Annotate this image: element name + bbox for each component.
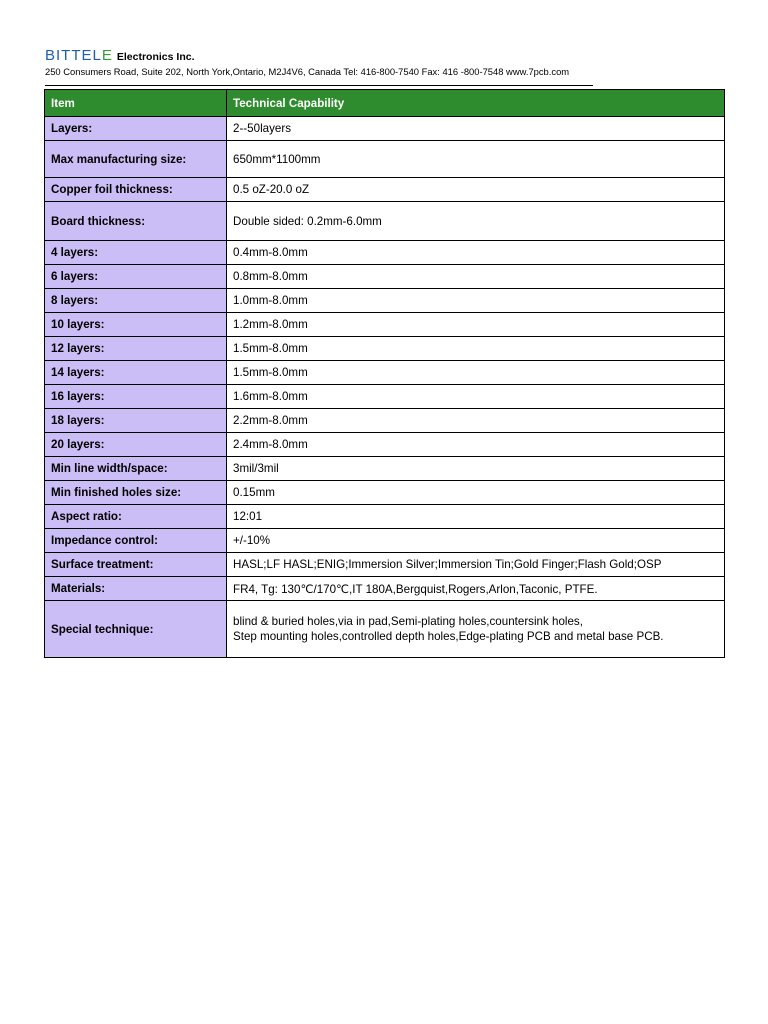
table-row (45, 601, 725, 658)
row-value: 1.5mm-8.0mm (227, 337, 725, 361)
table-row (45, 141, 725, 178)
company-name: Electronics Inc. (116, 51, 195, 63)
row-item: Copper foil thickness: (45, 178, 227, 202)
logo-main-text: BITTEL (45, 47, 102, 64)
row-value: 1.6mm-8.0mm (227, 385, 725, 409)
capability-table (44, 89, 725, 658)
table-row (45, 457, 725, 481)
table-row (45, 313, 725, 337)
company-line (45, 46, 605, 64)
row-item: Special technique: (45, 601, 227, 658)
table-row (45, 385, 725, 409)
row-item: Impedance control: (45, 529, 227, 553)
row-value: 0.4mm-8.0mm (227, 241, 725, 265)
row-item: Materials: (45, 577, 227, 601)
row-value (227, 601, 725, 658)
row-value: 2--50layers (227, 117, 725, 141)
row-item: 8 layers: (45, 289, 227, 313)
row-item: 14 layers: (45, 361, 227, 385)
logo-accent-text: E (101, 47, 113, 64)
row-item: Min line width/space: (45, 457, 227, 481)
row-item: 10 layers: (45, 313, 227, 337)
column-header-item: Item (45, 90, 227, 117)
table-row (45, 117, 725, 141)
letterhead (45, 46, 605, 78)
row-value: HASL;LF HASL;ENIG;Immersion Silver;Immersion Tin;Gold Finger;Flash Gold;OSP (227, 553, 725, 577)
table-row (45, 409, 725, 433)
table-row (45, 361, 725, 385)
row-item: Layers: (45, 117, 227, 141)
table-row (45, 529, 725, 553)
row-item: Aspect ratio: (45, 505, 227, 529)
row-item: Max manufacturing size: (45, 141, 227, 178)
table-row (45, 265, 725, 289)
row-item: Surface treatment: (45, 553, 227, 577)
row-value: 3mil/3mil (227, 457, 725, 481)
row-value: 1.0mm-8.0mm (227, 289, 725, 313)
table-row (45, 178, 725, 202)
row-item: 20 layers: (45, 433, 227, 457)
table-row (45, 577, 725, 601)
row-item: 6 layers: (45, 265, 227, 289)
row-value: 0.8mm-8.0mm (227, 265, 725, 289)
row-item: 12 layers: (45, 337, 227, 361)
table-row (45, 481, 725, 505)
column-header-capability: Technical Capability (227, 90, 725, 117)
row-value: FR4, Tg: 130℃/170℃,IT 180A,Bergquist,Rogers,Arlon,Taconic, PTFE. (227, 577, 725, 601)
table-row (45, 202, 725, 241)
table-row (45, 337, 725, 361)
table-row (45, 289, 725, 313)
header-divider (45, 85, 593, 86)
row-item: 4 layers: (45, 241, 227, 265)
row-value: 1.2mm-8.0mm (227, 313, 725, 337)
table-row (45, 553, 725, 577)
table-header-row (45, 90, 725, 117)
row-value-line: Step mounting holes,controlled depth holes,Edge-plating PCB and metal base PCB. (233, 630, 664, 643)
row-value: Double sided: 0.2mm-6.0mm (227, 202, 725, 241)
row-value: 1.5mm-8.0mm (227, 361, 725, 385)
table-row (45, 433, 725, 457)
row-value: 650mm*1100mm (227, 141, 725, 178)
row-item: Board thickness: (45, 202, 227, 241)
row-value: 12:01 (227, 505, 725, 529)
row-item: Min finished holes size: (45, 481, 227, 505)
row-value: +/-10% (227, 529, 725, 553)
table-row (45, 241, 725, 265)
row-value: 0.5 oZ-20.0 oZ (227, 178, 725, 202)
row-value: 2.2mm-8.0mm (227, 409, 725, 433)
row-value: 0.15mm (227, 481, 725, 505)
company-address: 250 Consumers Road, Suite 202, North York,Ontario, M2J4V6, Canada Tel: 416-800-7540 Fax: 416 -800-7548 www.7pcb.com (45, 66, 570, 77)
table-row (45, 505, 725, 529)
row-value-line: blind & buried holes,via in pad,Semi-plating holes,countersink holes, (233, 615, 583, 628)
row-item: 16 layers: (45, 385, 227, 409)
company-logo (45, 48, 113, 64)
row-value: 2.4mm-8.0mm (227, 433, 725, 457)
row-item: 18 layers: (45, 409, 227, 433)
